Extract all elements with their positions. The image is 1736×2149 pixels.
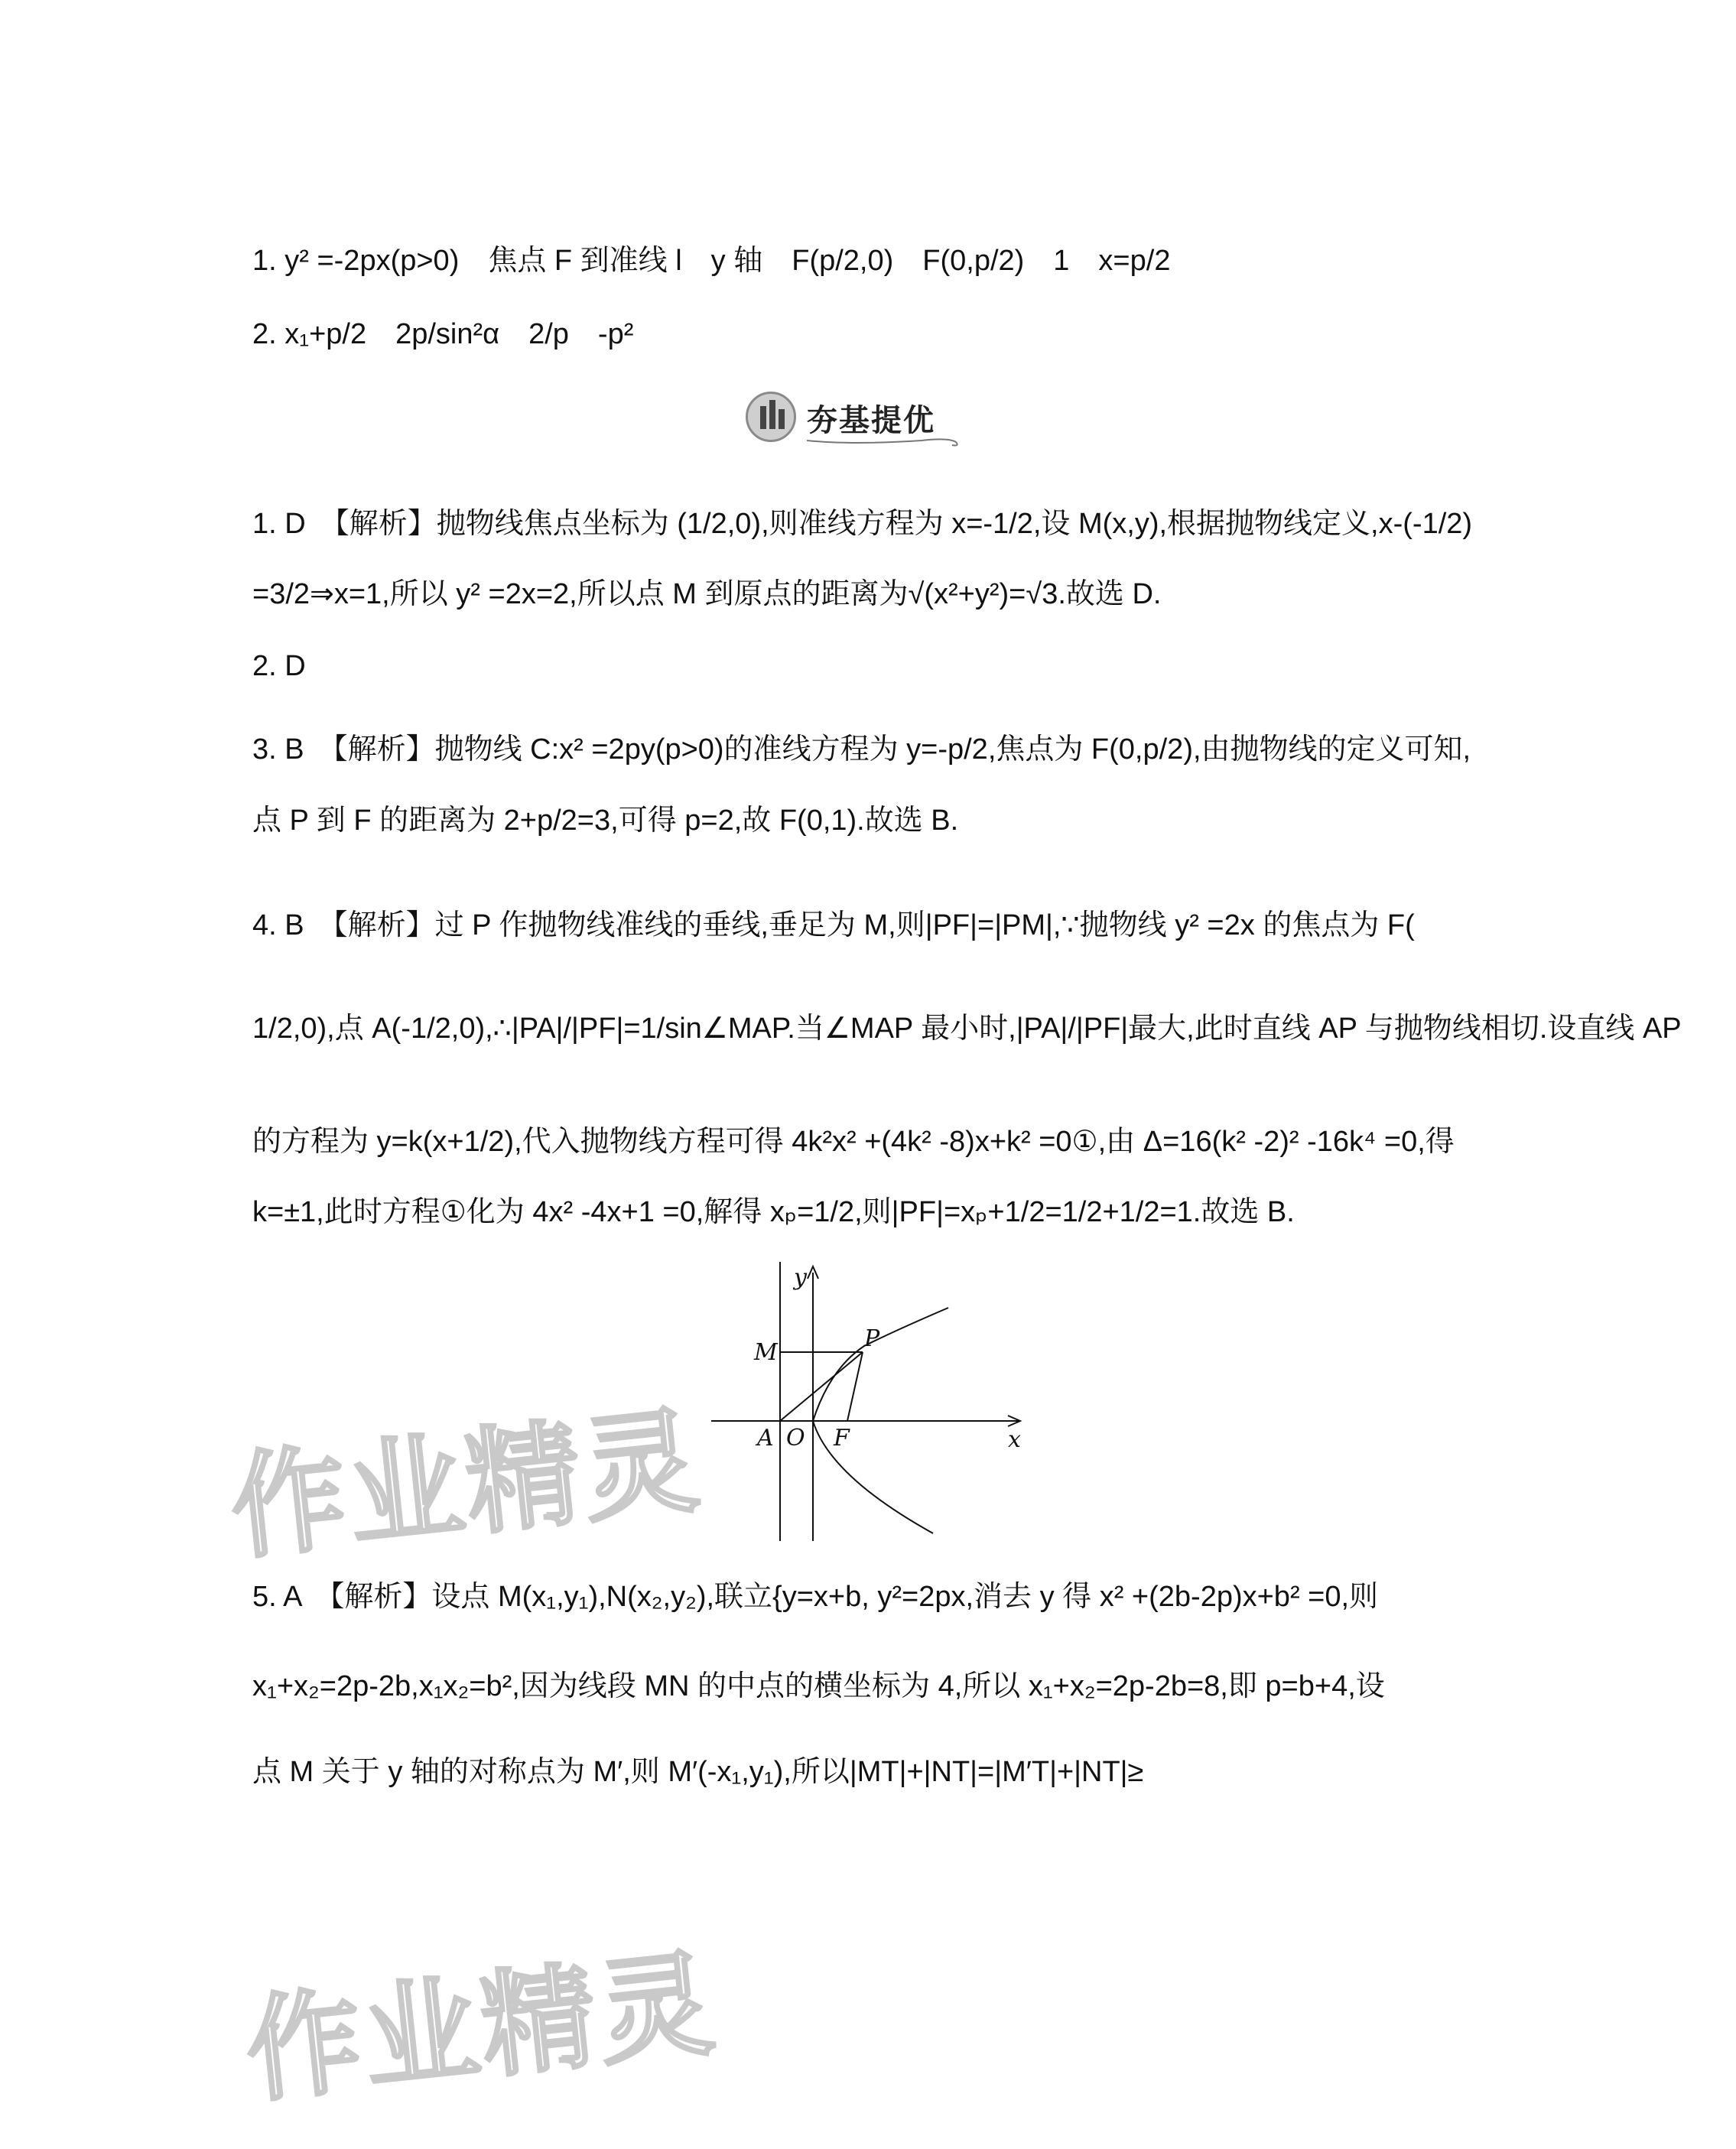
parabola-figure bbox=[688, 1262, 1032, 1545]
solution-3-line-1: 3. B 【解析】抛物线 C:x² =2py(p>0)的准线方程为 y=-p/2,焦点为 F(0,p/2),由抛物线的定义可知, bbox=[252, 733, 1471, 766]
swirl-decoration-icon bbox=[807, 433, 967, 448]
solution-1-line-2: =3/2⇒x=1,所以 y² =2x=2,所以点 M 到原点的距离为√(x²+y²)=√3.故选 D. bbox=[252, 578, 1162, 610]
label-P: P bbox=[864, 1325, 880, 1352]
solution-4-line-2: 1/2,0),点 A(-1/2,0),∴|PA|/|PF|=1/sin∠MAP.当∠MAP 最小时,|PA|/|PF|最大,此时直线 AP 与抛物线相切.设直线 AP bbox=[252, 1013, 1682, 1045]
solution-1-line-1: 1. D 【解析】抛物线焦点坐标为 (1/2,0),则准线方程为 x=-1/2,设 M(x,y),根据抛物线定义,x-(-1/2) bbox=[252, 508, 1473, 540]
label-F: F bbox=[834, 1425, 850, 1452]
answer-line-1: 1. y² =-2px(p>0) 焦点 F 到准线 l y 轴 F(p/2,0) F(0,p/2) 1 x=p/2 bbox=[252, 245, 1171, 277]
solution-4-line-4: k=±1,此时方程①化为 4x² -4x+1 =0,解得 xₚ=1/2,则|PF|=xₚ+1/2=1/2+1/2=1.故选 B. bbox=[252, 1196, 1295, 1228]
solution-5-line-1: 5. A 【解析】设点 M(x₁,y₁),N(x₂,y₂),联立{y=x+b, y²=2px,消去 y 得 x² +(2b-2p)x+b² =0,则 bbox=[252, 1581, 1379, 1613]
section-badge bbox=[746, 390, 975, 445]
solution-4-line-3: 的方程为 y=k(x+1/2),代入抛物线方程可得 4k²x² +(4k² -8)x+k² =0①,由 Δ=16(k² -2)² -16k⁴ =0,得 bbox=[252, 1126, 1455, 1158]
label-A: A bbox=[757, 1425, 774, 1452]
solution-5-line-3: 点 M 关于 y 轴的对称点为 M′,则 M′(-x₁,y₁),所以|MT|+|NT|=|M′T|+|NT|≥ bbox=[252, 1756, 1144, 1788]
answer-line-2: 2. x₁+p/2 2p/sin²α 2/p -p² bbox=[252, 318, 634, 350]
solution-2: 2. D bbox=[252, 650, 306, 682]
label-x: x bbox=[1008, 1426, 1021, 1453]
watermark-top: 作业精灵 bbox=[225, 1394, 707, 1576]
label-O: O bbox=[786, 1425, 805, 1452]
label-M: M bbox=[754, 1339, 778, 1366]
watermark-bottom: 作业精灵 bbox=[240, 1937, 723, 2119]
solution-5-line-2: x₁+x₂=2p-2b,x₁x₂=b²,因为线段 MN 的中点的横坐标为 4,所以 x₁+x₂=2p-2b=8,即 p=b+4,设 bbox=[252, 1670, 1385, 1702]
books-icon bbox=[746, 392, 796, 442]
solution-3-line-2: 点 P 到 F 的距离为 2+p/2=3,可得 p=2,故 F(0,1).故选 B. bbox=[252, 805, 959, 837]
section-title: 夯基提优 bbox=[807, 403, 935, 438]
label-y: y bbox=[794, 1264, 807, 1291]
solution-4-line-1: 4. B 【解析】过 P 作抛物线准线的垂线,垂足为 M,则|PF|=|PM|,∵抛物线 y² =2x 的焦点为 F( bbox=[252, 909, 1415, 941]
